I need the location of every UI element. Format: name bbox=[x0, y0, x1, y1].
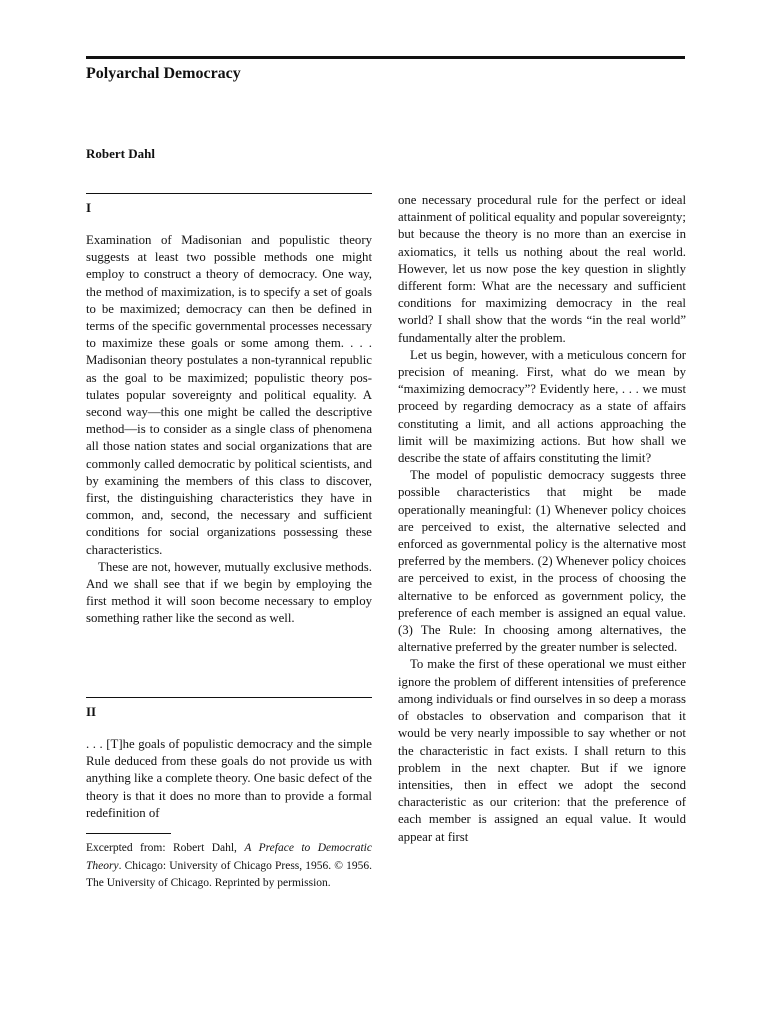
footnote-book-title: A Preface to Democratic Theory bbox=[86, 842, 372, 872]
paragraph: The model of populistic democracy suggests three possible characteristics that might be made operationally meaningful: (1) Whenever policy choices are perceived to exist, the alternative selected and enforced as governmental policy is the alternative most preferred by the members. (2) Whenever policy choices are perceived to exist, in the process of choosing the alternative to be enforced as government policy, the preference of each member is assigned an equal value. (3) The Rule: In choosing among alternatives, the alternative preferred by the greater number is selected. bbox=[398, 468, 686, 655]
section-heading: II bbox=[86, 704, 97, 719]
section-1-body bbox=[86, 232, 372, 628]
source-footnote bbox=[86, 840, 372, 893]
section-rule bbox=[86, 697, 372, 698]
paragraph: To make the first of these operational we must either ignore the problem of different intensities of preference among individuals or find ourselves in so deep a morass of obstacles to observation and comparison that it would be very nearly impossible to say whether or not the characteristic in fact exists. I shall return to this problem in the next chapter. But if we ignore intensities, then in effect we adopt the second characteristic as our criterion: that the preference of each member is assigned an equal value. It would appear at first bbox=[398, 657, 686, 844]
paragraph: one necessary procedural rule for the perfect or ideal attainment of political equality and popular sovereignty; but because the theory is no more than an exercise in axiomatics, it tells us nothing about the real world. However, let us now pose the key question in slightly different form: What are the necessary and sufficient conditions for maximizing democracy in the real world? I shall show that the words “in the real world” fundamentally alter the problem. bbox=[398, 193, 686, 345]
paragraph: . . . [T]he goals of populistic democracy and the simple Rule deduced from these goals do not provide us with anything like a complete theory. One basic defect of the theory is that it does no more than to provide a formal redefinition of bbox=[86, 737, 372, 820]
footnote-prefix: Excerpted from: Robert Dahl, bbox=[86, 842, 245, 854]
section-2-body bbox=[86, 736, 372, 822]
paragraph: Let us begin, however, with a meticulous concern for precision of meaning. First, what do we mean by “maximizing democracy”? Evidently here, . . . we must proceed by regarding democracy as a state of affairs constituting a limit, and all actions approaching the limit will be maximizing actions. But how shall we describe the state of affairs constituting the limit? bbox=[398, 347, 686, 466]
top-rule bbox=[86, 56, 685, 59]
footnote-suffix: . Chicago: University of Chicago Press, 1956. © 1956. The University of Chicago. Reprinted by permission. bbox=[86, 859, 372, 890]
paragraph: Examination of Madisonian and populistic theory suggests at least two possible methods one might employ to construct a theory of democracy. One way, the method of maximization, is to specify a set of goals to be maximized; democracy can then be defined in terms of the specific governmental processes necessary to maximize these goals or some among them. . . . Madisonian theory postulates a non-tyrannical republic as the goal to be maximized; populistic theory postulates popular sovereignty and political equality. A second way—this one might be called the descriptive method—is to consider as a single class of phenomena all those nation states and social organizations that are commonly called democratic by political scientists, and by examining the members of this class to discover, first, the distinguishing characteristics they have in common, and, second, the necessary and sufficient conditions for social organizations possessing these characteristics. bbox=[86, 233, 372, 557]
footnote-rule bbox=[86, 833, 171, 834]
paragraph: These are not, however, mutually exclusive methods. And we shall see that if we begin by employing the first method it will soon become necessary to employ something rather like the second as well. bbox=[86, 559, 372, 626]
section-heading: I bbox=[86, 200, 92, 215]
article-title: Polyarchal Democracy bbox=[86, 65, 241, 82]
right-column bbox=[398, 192, 686, 846]
section-rule bbox=[86, 193, 372, 194]
article-author: Robert Dahl bbox=[86, 146, 155, 161]
